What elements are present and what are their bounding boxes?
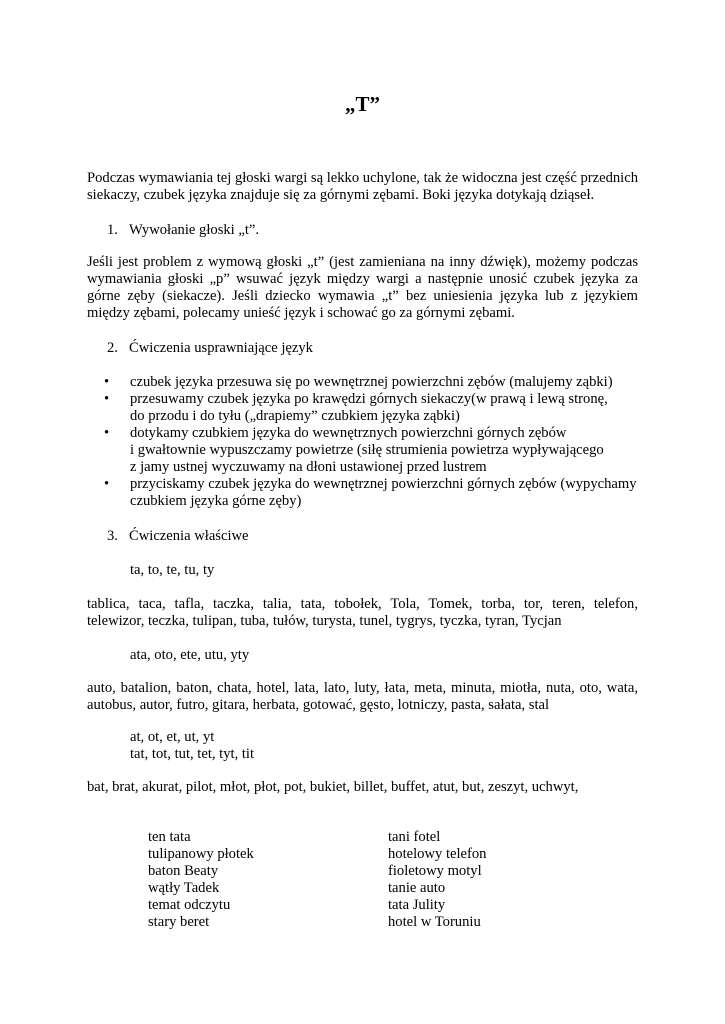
paragraph-line: wymawiania głoski „p” wsuwać język między wargi a następnie unosić czubek języka za [87,271,638,287]
bullet-line: czubek języka przesuwa się po wewnętrznej powierzchni zębów (malujemy ząbki) [130,374,613,390]
phrase-left: tulipanowy płotek [148,846,254,862]
bullet-item [87,374,647,391]
phrase-right: hotel w Toruniu [388,914,481,930]
section-number: 3. [107,528,118,544]
words-medial [87,680,638,714]
page-title: „T” [344,92,380,116]
bullet-icon: • [104,476,110,492]
exercise-bullet-list [87,374,647,510]
syllables-final [130,729,254,763]
bullet-icon: • [104,391,110,407]
phrase-left: ten tata [148,829,191,845]
phrase-row [148,897,548,914]
phrase-left: baton Beaty [148,863,219,879]
bullet-line: przesuwamy czubek języka po krawędzi górnych siekaczy(w prawą i lewą stronę, [130,391,608,407]
bullet-item [87,476,647,510]
bullet-line: dotykamy czubkiem języka do wewnętrznych powierzchni górnych zębów [130,425,567,441]
phrase-row [148,880,548,897]
words-initial [87,596,638,630]
bullet-icon: • [104,425,110,441]
phrase-right: tanie auto [388,880,446,896]
phrase-row [148,914,548,931]
syllables-medial: ata, oto, ete, utu, yty [130,647,250,663]
words-final: bat, brat, akurat, pilot, młot, płot, pot, bukiet, billet, buffet, atut, but, zeszyt, uchwyt, [87,779,579,795]
intro-line: Podczas wymawiania tej głoski wargi są lekko uchylone, tak że widoczna jest część przednich [87,170,638,186]
paragraph-line: Jeśli jest problem z wymową głoski „t” (jest zamieniana na inny dźwięk), możemy podczas [87,254,638,270]
phrase-row [148,846,548,863]
bullet-icon: • [104,374,110,390]
syllables-initial: ta, to, te, tu, ty [130,562,215,578]
words-line: telewizor, teczka, tulipan, tuba, tułów, turysta, tunel, tygrys, tyczka, tyran, Tycjan [87,613,562,629]
phrase-right: fioletowy motyl [388,863,482,879]
section-title: Ćwiczenia właściwe [129,528,249,544]
bullet-line: czubkiem języka górne zęby) [130,493,302,509]
phrase-left: wątły Tadek [148,880,220,896]
words-line: auto, batalion, baton, chata, hotel, lata, lato, luty, łata, meta, minuta, miotła, nuta, oto, wata, [87,680,638,696]
phrase-row [148,863,548,880]
phrase-left: temat odczytu [148,897,231,913]
paragraph-line: między zębami, polecamy unieść język i schować go za górnymi zębami. [87,305,515,321]
syllables-line: at, ot, et, ut, yt [130,729,215,745]
section-title: Wywołanie głoski „t”. [129,222,260,238]
phrase-left: stary beret [148,914,210,930]
bullet-item [87,425,647,476]
intro-line: siekaczy, czubek języka znajduje się za górnymi zębami. Boki języka dotykają dziąseł. [87,187,595,203]
paragraph-line: górne zęby (siekacze). Jeśli dziecko wymawia „t” bez uniesienia języka lub z językiem [87,288,638,304]
phrase-right: tata Julity [388,897,446,913]
phrase-pairs [148,829,548,931]
section-1-heading [107,222,259,239]
bullet-line: z jamy ustnej wyczuwamy na dłoni ustawionej przed lustrem [130,459,487,475]
bullet-line: i gwałtownie wypuszczamy powietrze (siłę strumienia powietrza wypływającego [130,442,604,458]
phrase-row [148,829,548,846]
section-3-heading [107,528,249,545]
bullet-item [87,391,647,425]
intro-paragraph [87,170,638,204]
bullet-line: przyciskamy czubek języka do wewnętrznej powierzchni górnych zębów (wypychamy [130,476,637,492]
section-number: 1. [107,222,118,238]
phrase-right: hotelowy telefon [388,846,487,862]
section-2-heading [107,340,313,357]
words-line: tablica, taca, tafla, taczka, talia, tata, tobołek, Tola, Tomek, torba, tor, teren, telefon, [87,596,638,612]
syllables-line: tat, tot, tut, tet, tyt, tit [130,746,255,762]
section-number: 2. [107,340,118,356]
bullet-line: do przodu i do tyłu („drapiemy” czubkiem języka ząbki) [130,408,460,424]
section-title: Ćwiczenia usprawniające język [129,340,313,356]
words-line: autobus, autor, futro, gitara, herbata, gotować, gęsto, lotniczy, pasta, sałata, stal [87,697,550,713]
phrase-right: tani fotel [388,829,441,845]
paragraph-1 [87,254,638,322]
